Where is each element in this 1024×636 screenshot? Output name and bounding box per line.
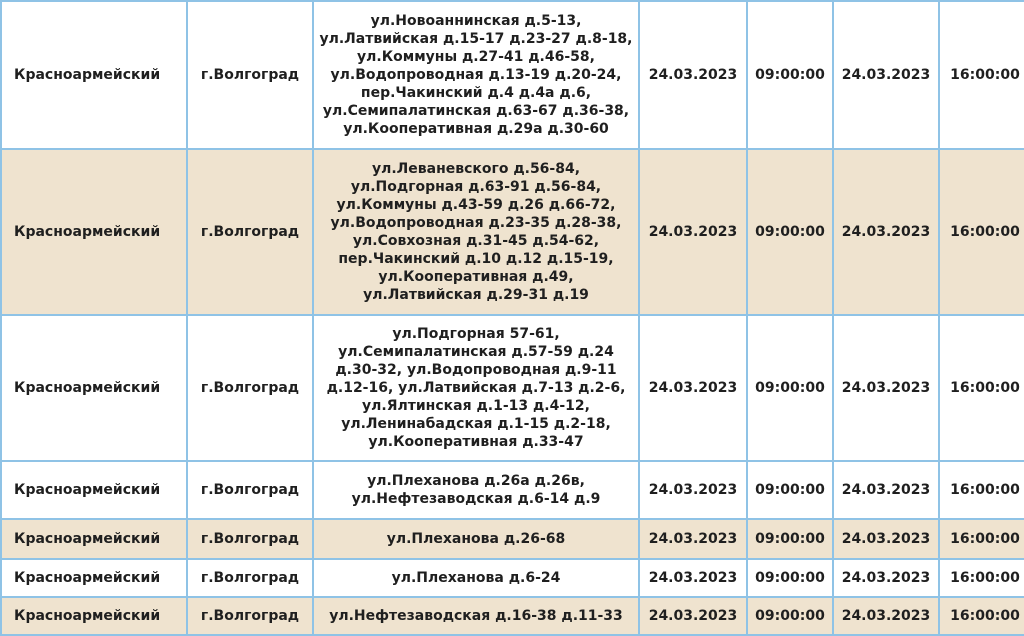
address-line: ул.Коммуны д.27-41 д.46-58, (357, 49, 595, 65)
address-line: ул.Новоаннинская д.5-13, (370, 13, 582, 29)
end-time-cell: 16:00:00 (939, 315, 1024, 461)
city-cell: г.Волгоград (187, 315, 313, 461)
end-time-cell: 16:00:00 (939, 559, 1024, 597)
end-time-cell: 16:00:00 (939, 519, 1024, 559)
district-cell: Красноармейский (1, 461, 187, 519)
end-date-cell: 24.03.2023 (833, 149, 939, 315)
address-cell (313, 461, 639, 519)
table-row (1, 149, 1024, 315)
address-line: ул.Плеханова д.6-24 (391, 570, 561, 586)
table-row (1, 461, 1024, 519)
address-line: ул.Коммуны д.43-59 д.26 д.66-72, (336, 197, 616, 213)
address-line: ул.Кооперативная д.29а д.30-60 (343, 121, 609, 137)
address-line: ул.Ленинабадская д.1-15 д.2-18, (341, 416, 611, 432)
address-line: ул.Совхозная д.31-45 д.54-62, (352, 233, 600, 249)
district-cell: Красноармейский (1, 519, 187, 559)
end-date-cell: 24.03.2023 (833, 1, 939, 149)
address-line: ул.Латвийская д.15-17 д.23-27 д.8-18, (319, 31, 633, 47)
address-line: ул.Семипалатинская д.63-67 д.36-38, (322, 103, 630, 119)
address-line: пер.Чакинский д.4 д.4а д.6, (360, 85, 592, 101)
address-line: ул.Кооперативная д.33-47 (368, 434, 584, 450)
district-cell: Красноармейский (1, 597, 187, 635)
table-row (1, 519, 1024, 559)
start-date-cell: 24.03.2023 (639, 1, 747, 149)
address-line: ул.Латвийская д.29-31 д.19 (363, 287, 589, 303)
address-line: ул.Семипалатинская д.57-59 д.24 (338, 344, 614, 360)
table-row (1, 597, 1024, 635)
end-date-cell: 24.03.2023 (833, 315, 939, 461)
city-cell: г.Волгоград (187, 149, 313, 315)
start-date-cell: 24.03.2023 (639, 315, 747, 461)
address-line: ул.Водопроводная д.13-19 д.20-24, (330, 67, 622, 83)
table-row (1, 1, 1024, 149)
start-time-cell: 09:00:00 (747, 559, 833, 597)
city-cell: г.Волгоград (187, 559, 313, 597)
address-line: ул.Плеханова д.26а д.26в, (367, 473, 585, 489)
city-cell: г.Волгоград (187, 461, 313, 519)
address-cell (313, 559, 639, 597)
end-date-cell: 24.03.2023 (833, 597, 939, 635)
start-date-cell: 24.03.2023 (639, 461, 747, 519)
city-cell: г.Волгоград (187, 519, 313, 559)
address-line: ул.Подгорная 57-61, (392, 326, 560, 342)
address-line: ул.Водопроводная д.23-35 д.28-38, (330, 215, 622, 231)
district-cell: Красноармейский (1, 1, 187, 149)
start-date-cell: 24.03.2023 (639, 559, 747, 597)
start-time-cell: 09:00:00 (747, 1, 833, 149)
address-line: ул.Кооперативная д.49, (378, 269, 574, 285)
table-body (1, 1, 1024, 635)
district-cell: Красноармейский (1, 149, 187, 315)
start-date-cell: 24.03.2023 (639, 519, 747, 559)
address-line: пер.Чакинский д.10 д.12 д.15-19, (338, 251, 614, 267)
address-line: д.12-16, ул.Латвийская д.7-13 д.2-6, (326, 380, 626, 396)
address-line: ул.Ялтинская д.1-13 д.4-12, (362, 398, 590, 414)
address-cell (313, 149, 639, 315)
table-row (1, 315, 1024, 461)
start-time-cell: 09:00:00 (747, 149, 833, 315)
start-time-cell: 09:00:00 (747, 519, 833, 559)
district-cell: Красноармейский (1, 315, 187, 461)
end-date-cell: 24.03.2023 (833, 519, 939, 559)
table-row (1, 559, 1024, 597)
end-time-cell: 16:00:00 (939, 149, 1024, 315)
city-cell: г.Волгоград (187, 1, 313, 149)
address-cell (313, 1, 639, 149)
end-date-cell: 24.03.2023 (833, 559, 939, 597)
address-line: ул.Нефтезаводская д.16-38 д.11-33 (329, 608, 623, 624)
start-time-cell: 09:00:00 (747, 461, 833, 519)
address-line: ул.Подгорная д.63-91 д.56-84, (350, 179, 602, 195)
end-time-cell: 16:00:00 (939, 461, 1024, 519)
address-cell (313, 315, 639, 461)
start-date-cell: 24.03.2023 (639, 149, 747, 315)
address-cell (313, 597, 639, 635)
address-line: ул.Леваневского д.56-84, (371, 161, 581, 177)
district-cell: Красноармейский (1, 559, 187, 597)
address-cell (313, 519, 639, 559)
start-date-cell: 24.03.2023 (639, 597, 747, 635)
city-cell: г.Волгоград (187, 597, 313, 635)
start-time-cell: 09:00:00 (747, 315, 833, 461)
end-time-cell: 16:00:00 (939, 1, 1024, 149)
start-time-cell: 09:00:00 (747, 597, 833, 635)
end-date-cell: 24.03.2023 (833, 461, 939, 519)
address-line: ул.Плеханова д.26-68 (386, 531, 566, 547)
end-time-cell: 16:00:00 (939, 597, 1024, 635)
address-line: ул.Нефтезаводская д.6-14 д.9 (351, 491, 601, 507)
address-line: д.30-32, ул.Водопроводная д.9-11 (335, 362, 617, 378)
